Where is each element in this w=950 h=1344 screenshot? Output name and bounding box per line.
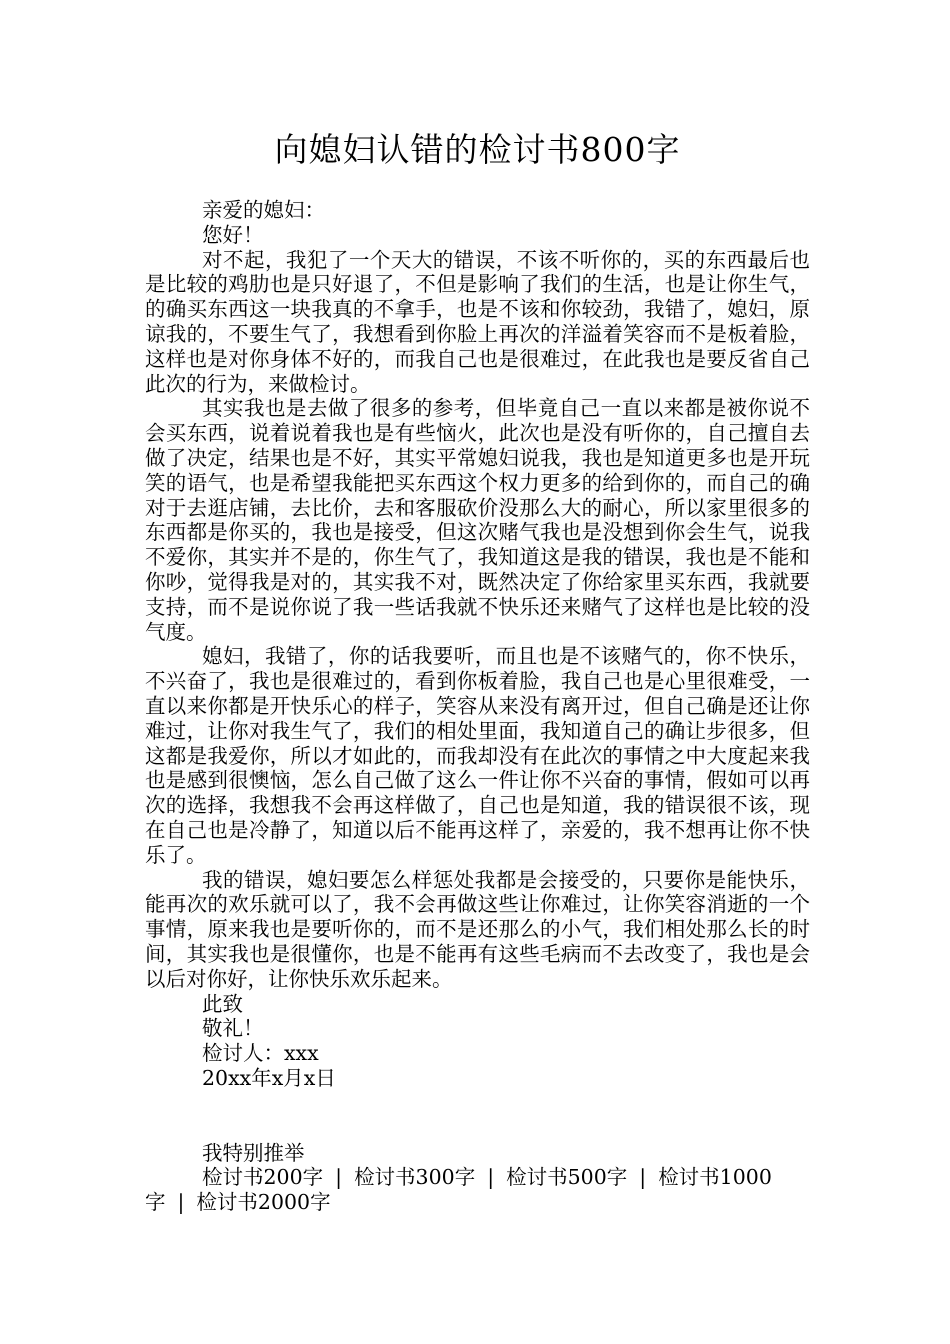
link-separator: | <box>177 1190 185 1215</box>
greeting: 您好！ <box>202 222 264 247</box>
paragraph-2: 其实我也是去做了很多的参考，但毕竟自己一直以来都是被你说不会买东西，说着说着我也是有些恼火，此次也是没有听你的，自己擅自去做了决定，结果也是不好，其实平常媳妇说我，我也是知道更多也是开玩笑的语气，也是希望我能把买东西这个权力更多的给到你的，而自己的确对于去逛店铺，去比价，去和客服砍价没那么大的耐心，所以家里很多的东西都是你买的，我也是接受，但这次赌气我也是没想到你会生气，说我不爱你，其实并不是的，你生气了，我知道这是我的错误，我也是不能和你吵，觉得我是对的，其实我不对，既然决定了你给家里买东西，我就要支持，而不是说你说了我一些话我就不快乐还来赌气了这样也是比较的没气度。 <box>145 396 810 644</box>
link-review-200[interactable]: 检讨书200字 <box>202 1165 324 1190</box>
spacer <box>145 1091 810 1141</box>
link-review-2000[interactable]: 检讨书2000字 <box>196 1190 331 1215</box>
recommend-heading: 我特别推举 <box>202 1140 305 1165</box>
paragraph-4: 我的错误，媳妇要怎么样惩处我都是会接受的，只要你是能快乐，能再次的欢乐就可以了，我不会再做这些让你难过，让你笑容消逝的一个事情，原来我也是要听你的，而不是还那么的小气，我们相处那么长的时间，其实我也是很懂你，也是不能再有这些毛病而不去改变了，我也是会以后对你好，让你快乐欢乐起来。 <box>145 867 810 991</box>
document-title: 向媳妇认错的检讨书800字 <box>274 130 681 169</box>
salutation: 亲爱的媳妇： <box>202 198 325 222</box>
date: 20xx年x月x日 <box>202 1065 336 1090</box>
signature: 检讨人：xxx <box>202 1041 319 1066</box>
link-separator: | <box>639 1165 647 1190</box>
document-body <box>145 198 810 1215</box>
recommend-links <box>145 1165 810 1215</box>
document-page <box>145 128 810 1215</box>
closing-line-2: 敬礼！ <box>202 1016 264 1041</box>
link-separator: | <box>487 1165 495 1190</box>
link-separator: | <box>335 1165 343 1190</box>
paragraph-3: 媳妇，我错了，你的话我要听，而且也是不该赌气的，你不快乐，不兴奋了，我也是很难过的，看到你板着脸，我自己也是心里很难受，一直以来你都是开快乐心的样子，笑容从来没有离开过，但自己确是还让你难过，让你对我生气了，我们的相处里面，我知道自己的确让步很多，但这都是我爱你，所以才如此的，而我却没有在此次的事情之中大度起来我也是感到很懊恼，怎么自己做了这么一件让你不兴奋的事情，假如可以再次的选择，我想我不会再这样做了，自己也是知道，我的错误很不该，现在自己也是冷静了，知道以后不能再这样了，亲爱的，我不想再让你不快乐了。 <box>145 644 810 867</box>
link-review-1000[interactable]: 检讨书1000字 <box>145 1165 772 1215</box>
closing-line-1: 此致 <box>202 991 243 1016</box>
paragraph-1: 对不起，我犯了一个天大的错误，不该不听你的，买的东西最后也是比较的鸡肋也是只好退了，不但是影响了我们的生活，也是让你生气，的确买东西这一块我真的不拿手，也是不该和你较劲，我错了，媳妇，原谅我的，不要生气了，我想看到你脸上再次的洋溢着笑容而不是板着脸，这样也是对你身体不好的，而我自己也是很难过，在此我也是要反省自己此次的行为，来做检讨。 <box>145 247 810 396</box>
link-review-500[interactable]: 检讨书500字 <box>506 1165 628 1190</box>
link-review-300[interactable]: 检讨书300字 <box>354 1165 476 1190</box>
